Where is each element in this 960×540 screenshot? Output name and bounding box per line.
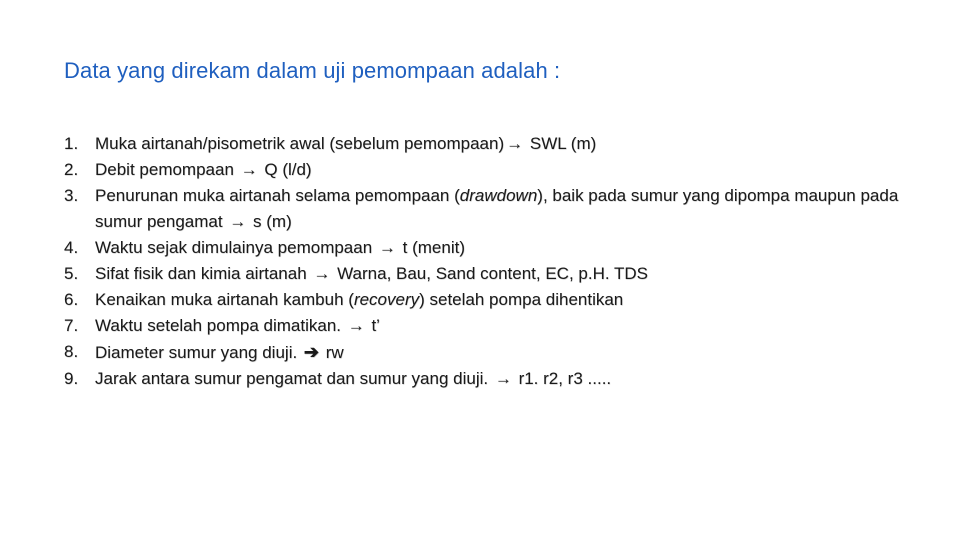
list-item-5 (64, 261, 924, 287)
list-item-9 (64, 366, 924, 392)
item-text: Muka airtanah/pisometrik awal (sebelum pemompaan) → SWL (m) (95, 131, 924, 157)
item-text: Kenaikan muka airtanah kambuh (recovery) setelah pompa dihentikan (95, 290, 624, 309)
arrow-right-icon: → (378, 238, 396, 257)
list-item-2 (64, 157, 924, 183)
arrow-right-icon: → (240, 160, 258, 179)
item-number: 3. (64, 186, 79, 205)
item-number: 2. (64, 160, 79, 179)
item-text: Waktu setelah pompa dimatikan. → t’ (95, 313, 924, 339)
arrow-right-icon: → (494, 369, 512, 388)
list-item-6 (64, 287, 924, 313)
item-number: 9. (64, 369, 79, 388)
slide-title: Data yang direkam dalam uji pemompaan adalah : (64, 58, 561, 83)
item-text: Jarak antara sumur pengamat dan sumur yang diuji. → r1. r2, r3 ..... (95, 366, 924, 392)
item-text: Waktu sejak dimulainya pemompaan → t (menit) (95, 235, 924, 261)
heavy-arrow-right-icon: ➔ (303, 342, 320, 362)
list-item-4 (64, 235, 924, 261)
item-list (64, 131, 924, 392)
arrow-right-icon: → (313, 264, 331, 283)
arrow-right-icon: → (229, 212, 247, 231)
item-number: 8. (64, 342, 79, 361)
item-number: 1. (64, 134, 79, 153)
list-item-1 (64, 131, 924, 157)
item-text: Debit pemompaan → Q (l/d) (95, 157, 924, 183)
item-number: 5. (64, 264, 79, 283)
list-item-8 (64, 339, 924, 366)
item-number: 4. (64, 238, 79, 257)
item-number: 7. (64, 316, 79, 335)
item-text: Penurunan muka airtanah selama pemompaan (drawdown), baik pada sumur yang dipompa maupun pada sumur pengamat → s (m) (95, 183, 924, 235)
arrow-right-icon: → (506, 134, 524, 153)
item-text: Diameter sumur yang diuji. ➔ rw (95, 339, 924, 366)
item-number: 6. (64, 290, 79, 309)
arrow-right-icon: → (347, 316, 365, 335)
list-item-3 (64, 183, 924, 235)
item-text: Sifat fisik dan kimia airtanah → Warna, Bau, Sand content, EC, p.H. TDS (95, 261, 924, 287)
list-item-7 (64, 313, 924, 339)
